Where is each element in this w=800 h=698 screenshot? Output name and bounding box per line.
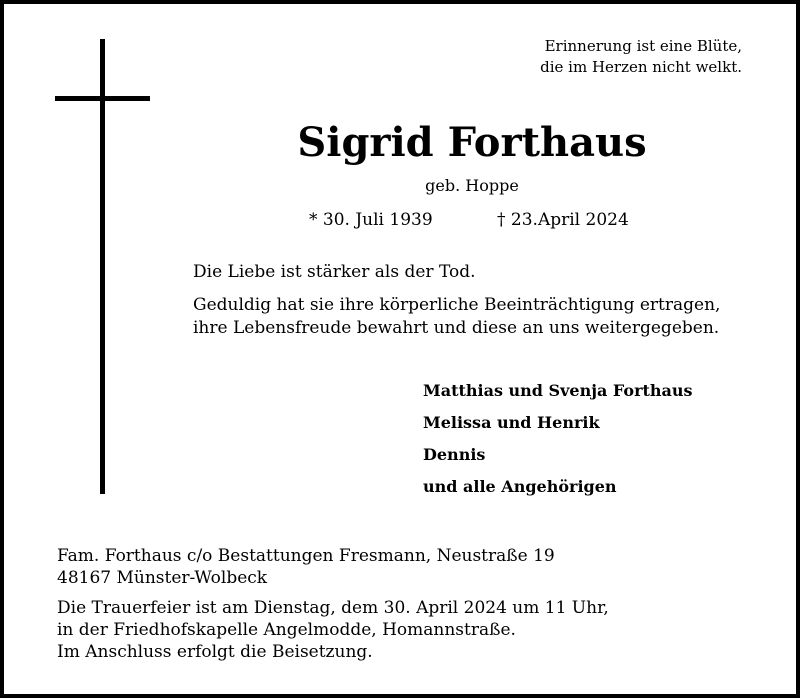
memorial-quote (540, 36, 742, 78)
tribute-text (193, 294, 720, 340)
death-date: † 23.April 2024 (497, 210, 629, 230)
tribute-line-2: ihre Lebensfreude bewahrt und diese an uns weitergegeben. (193, 318, 720, 338)
quote-line-2: die im Herzen nicht welkt. (540, 58, 742, 76)
ceremony-info (57, 597, 609, 663)
ceremony-line-3: Im Anschluss erfolgt die Beisetzung. (57, 642, 373, 662)
birth-date: * 30. Juli 1939 (309, 210, 433, 230)
mourner-item: Dennis (423, 445, 486, 464)
ceremony-line-2: in der Friedhofskapelle Angelmodde, Homannstraße. (57, 620, 516, 640)
motto-text: Die Liebe ist stärker als der Tod. (193, 262, 476, 282)
address-line-1: Fam. Forthaus c/o Bestattungen Fresmann, Neustraße 19 (57, 546, 555, 566)
quote-line-1: Erinnerung ist eine Blüte, (544, 37, 742, 55)
ceremony-line-1: Die Trauerfeier ist am Dienstag, dem 30. April 2024 um 11 Uhr, (57, 598, 609, 618)
contact-address (57, 545, 555, 589)
mourner-item: und alle Angehörigen (423, 477, 617, 496)
mourner-item: Matthias und Svenja Forthaus (423, 381, 693, 400)
mourners-list (423, 380, 693, 508)
mourner-item: Melissa und Henrik (423, 413, 600, 432)
deceased-name: Sigrid Forthaus (297, 119, 647, 166)
maiden-name: geb. Hoppe (425, 176, 519, 195)
cross-icon-beam (55, 96, 150, 101)
cross-icon (100, 39, 105, 494)
address-line-2: 48167 Münster-Wolbeck (57, 568, 268, 588)
tribute-line-1: Geduldig hat sie ihre körperliche Beeinträchtigung ertragen, (193, 295, 721, 315)
